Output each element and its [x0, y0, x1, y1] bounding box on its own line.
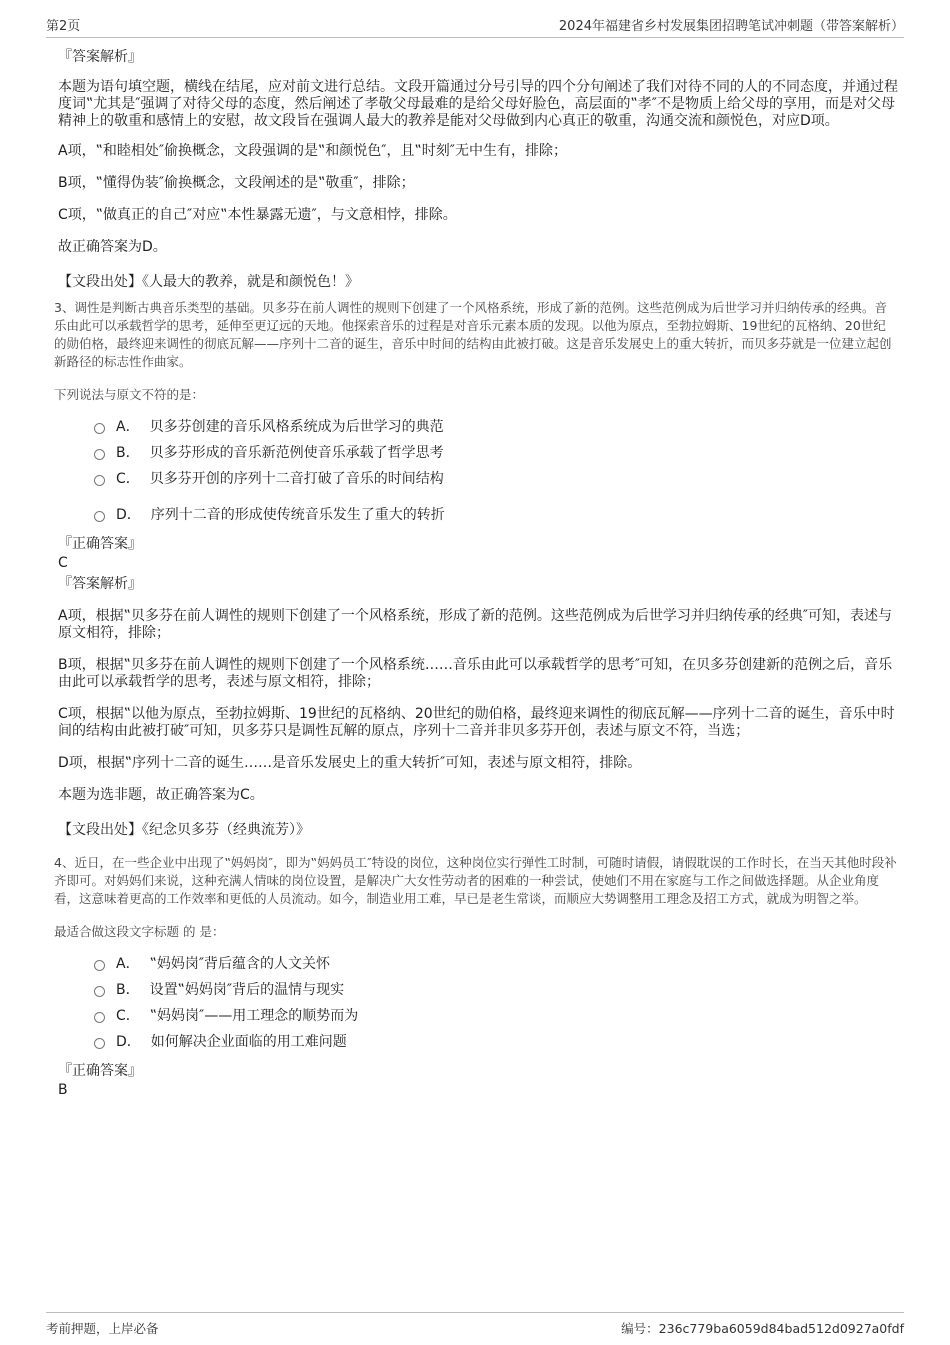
q3-options — [94, 413, 904, 527]
option-letter: A． — [116, 956, 140, 972]
q3-option-c[interactable] — [94, 465, 904, 491]
document-body — [46, 46, 904, 1098]
q3-answer: C — [58, 555, 68, 571]
option-text: ‟妈妈岗″——用工理念的顺势而为 — [149, 1008, 359, 1024]
q2-analysis-p4: C项，‟做真正的自己″对应‟本性暴露无遗″，与文意相悖，排除。 — [58, 207, 457, 223]
q2-analysis-p1: 本题为语句填空题，横线在结尾，应对前文进行总结。文段开篇通过分号引导的四个分句阐述了我们对待不同的人的不同态度，并通过程度词‟尤其是″强调了对待父母的态度，然后阐述了孝敬父母最难的是给父母好脸色，高层面的‟孝″不是物质上给父母的享用，而是对父母精神上的敬重和感情上的安慰，故文段旨在强调人最大的教养是能对父母做到内心真正的敬重，沟通交流和颜悦色，对应D项。 — [58, 79, 898, 129]
document-code — [621, 1319, 904, 1337]
q3-answer-label: 『正确答案』 — [58, 536, 142, 552]
q3-analysis-p4: D项，根据‟序列十二音的诞生……是音乐发展史上的重大转折″可知，表述与原文相符，排除。 — [58, 755, 642, 771]
option-letter: C． — [116, 1008, 140, 1024]
option-text: 设置‟妈妈岗″背后的温情与现实 — [149, 982, 345, 998]
radio-button-icon[interactable] — [94, 1012, 105, 1023]
q4-option-c[interactable] — [94, 1002, 904, 1028]
option-text: 贝多芬创建的音乐风格系统成为后世学习的典范 — [149, 419, 444, 435]
option-text: 序列十二音的形成使传统音乐发生了重大的转折 — [150, 507, 445, 523]
q3-option-b[interactable] — [94, 439, 904, 465]
q3-question: 3、调性是判断古典音乐类型的基础。贝多芬在前人调性的规则下创建了一个风格系统，形成了新的范例。这些范例成为后世学习并归纳传承的经典。音乐由此可以承载哲学的思考，延伸至更辽远的天地。他探索音乐的过程是对音乐元素本质的发现。以他为原点，至勃拉姆斯、19世纪的瓦格纳、20世纪的勋伯格，最终迎来调性的彻底瓦解——序列十二音的诞生，音乐中时间的结构由此被打破。这是音乐发展史上的重大转折，而贝多芬就是一位建立起创新路径的标志性作曲家。 — [54, 300, 892, 369]
q4-options — [94, 950, 904, 1054]
radio-button-icon[interactable] — [94, 1038, 105, 1049]
q2-analysis-p2: A项，‟和睦相处″偷换概念，文段强调的是‟和颜悦色″，且‟时刻″无中生有，排除； — [58, 143, 568, 159]
q4-option-a[interactable] — [94, 950, 904, 976]
footer-slogan: 考前押题，上岸必备 — [46, 1321, 159, 1336]
q3-analysis-p1: A项，根据‟贝多芬在前人调性的规则下创建了一个风格系统，形成了新的范例。这些范例成为后世学习并归纳传承的经典″可知，表述与原文相符，排除； — [58, 608, 893, 641]
q4-question: 4、近日，在一些企业中出现了‟妈妈岗″，即为‟妈妈员工″特设的岗位，这种岗位实行弹性工时制，可随时请假，请假耽误的工作时长，在当天其他时段补齐即可。对妈妈们来说，这种充满人情味的岗位设置，是解决广大女性劳动者的困难的一种尝试，使她们不用在家庭与工作之间做选择题。从企业角度看，这意味着更高的工作效率和更低的人员流动。如今，制造业用工难，早已是老生常谈，而顺应大势调整用工理念及招工方式，就成为明智之举。 — [54, 855, 897, 906]
page-header — [46, 14, 904, 38]
radio-button-icon[interactable] — [94, 423, 105, 434]
option-letter: B． — [116, 445, 140, 461]
option-text: 如何解决企业面临的用工难问题 — [150, 1034, 347, 1050]
q2-analysis-p3: B项，‟懂得伪装″偷换概念，文段阐述的是‟敬重″，排除； — [58, 175, 415, 191]
q2-analysis-label: 『答案解析』 — [58, 49, 142, 65]
q3-option-d[interactable] — [94, 501, 904, 527]
q3-source: 【文段出处】《纪念贝多芬（经典流芳）》 — [58, 822, 310, 838]
q4-option-b[interactable] — [94, 976, 904, 1002]
option-letter: A． — [116, 419, 140, 435]
document-title: 2024年福建省乡村发展集团招聘笔试冲刺题（带答案解析） — [558, 18, 904, 34]
q2-analysis-p5: 故正确答案为D。 — [58, 239, 167, 255]
option-text: ‟妈妈岗″背后蕴含的人文关怀 — [149, 956, 331, 972]
page-number: 第2页 — [46, 18, 81, 34]
q3-option-a[interactable] — [94, 413, 904, 439]
q3-analysis-p2: B项，根据‟贝多芬在前人调性的规则下创建了一个风格系统……音乐由此可以承载哲学的思考″可知，在贝多芬创建新的范例之后，音乐由此可以承载哲学的思考，表述与原文相符，排除； — [58, 657, 893, 690]
q2-source: 【文段出处】《人最大的教养，就是和颜悦色！》 — [58, 274, 359, 290]
q3-analysis-label: 『答案解析』 — [58, 576, 142, 592]
q3-analysis-p3: C项，根据‟以他为原点，至勃拉姆斯、19世纪的瓦格纳、20世纪的勋伯格，最终迎来调性的彻底瓦解——序列十二音的诞生，音乐中时间的结构由此被打破″可知，贝多芬只是调性瓦解的原点，序列十二音并非贝多芬开创，表述与原文不符，当选； — [58, 706, 895, 739]
radio-button-icon[interactable] — [94, 449, 105, 460]
option-letter: C． — [116, 471, 140, 487]
option-letter: D． — [116, 507, 141, 523]
q4-option-d[interactable] — [94, 1028, 904, 1054]
document-code-label: 编号： — [621, 1321, 659, 1336]
option-letter: B． — [116, 982, 140, 998]
document-code-value: 236c779ba6059d84bad512d0927a0fdf — [658, 1321, 904, 1336]
radio-button-icon[interactable] — [94, 960, 105, 971]
q4-answer: B — [58, 1082, 68, 1098]
option-letter: D． — [116, 1034, 141, 1050]
radio-button-icon[interactable] — [94, 986, 105, 997]
option-text: 贝多芬开创的序列十二音打破了音乐的时间结构 — [149, 471, 444, 487]
page-footer — [46, 1312, 904, 1339]
q3-analysis-p5: 本题为选非题，故正确答案为C。 — [58, 787, 264, 803]
q4-prompt: 最适合做这段文字标题 的 是： — [54, 924, 225, 939]
radio-button-icon[interactable] — [94, 475, 105, 486]
q4-answer-label: 『正确答案』 — [58, 1063, 142, 1079]
radio-button-icon[interactable] — [94, 511, 105, 522]
q3-prompt: 下列说法与原文不符的是： — [54, 387, 205, 402]
option-text: 贝多芬形成的音乐新范例使音乐承载了哲学思考 — [149, 445, 444, 461]
